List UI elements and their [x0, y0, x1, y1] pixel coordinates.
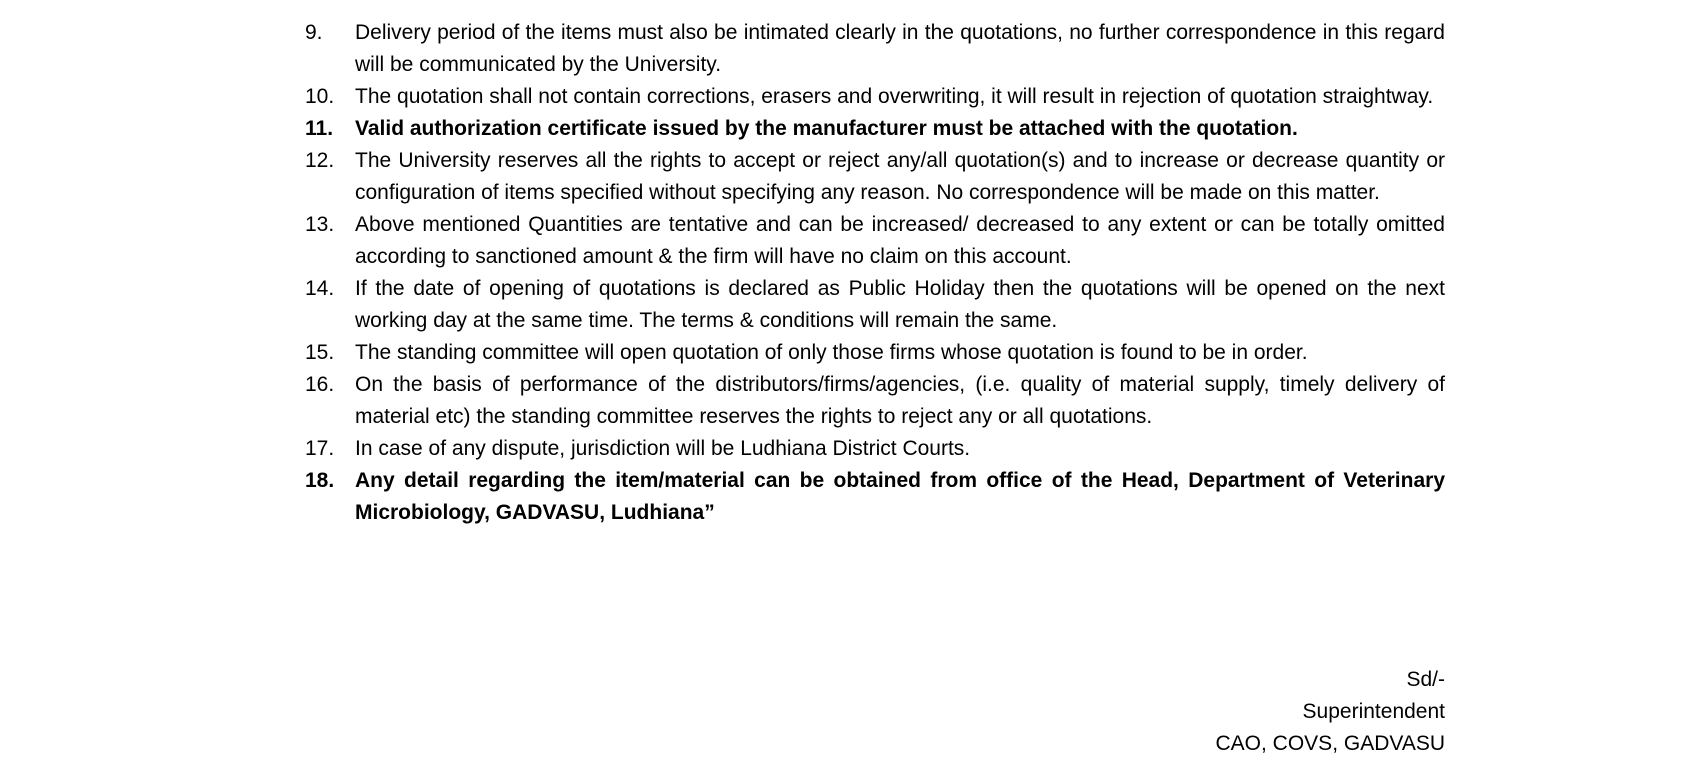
term-item-11 [305, 113, 1445, 145]
term-text: Above mentioned Quantities are tentative and can be increased/ decreased to any extent or can be totally omitted according to sanctioned amount & the firm will have no claim on this account. [355, 213, 1445, 268]
term-text: Valid authorization certificate issued by the manufacturer must be attached with the quotation. [355, 117, 1298, 140]
term-number: 10. [305, 85, 335, 108]
term-text: The standing committee will open quotation of only those firms whose quotation is found to be in order. [355, 341, 1308, 364]
term-text: The quotation shall not contain corrections, erasers and overwriting, it will result in rejection of quotation straightway. [355, 85, 1434, 108]
term-item-14 [305, 273, 1445, 337]
term-text: If the date of opening of quotations is declared as Public Holiday then the quotations will be opened on the next working day at the same time. The terms & conditions will remain the same. [355, 277, 1445, 332]
signature-sd: Sd/- [1406, 668, 1445, 691]
term-text: Delivery period of the items must also be intimated clearly in the quotations, no further correspondence in this regard will be communicated by the University. [355, 21, 1445, 76]
term-item-17 [305, 433, 1445, 465]
term-item-15 [305, 337, 1445, 369]
term-number: 17. [305, 437, 335, 460]
term-number: 9. [305, 21, 323, 44]
term-number: 14. [305, 277, 335, 300]
term-item-13 [305, 209, 1445, 273]
term-item-18 [305, 465, 1445, 529]
term-text: On the basis of performance of the distributors/firms/agencies, (i.e. quality of material supply, timely delivery of material etc) the standing committee reserves the rights to reject any or all quotations. [355, 373, 1445, 428]
term-item-12 [305, 145, 1445, 209]
term-text: The University reserves all the rights to accept or reject any/all quotation(s) and to increase or decrease quantity or configuration of items specified without specifying any reason. No correspondence will be made on this matter. [355, 149, 1445, 204]
term-text: In case of any dispute, jurisdiction will be Ludhiana District Courts. [355, 437, 971, 460]
term-item-16 [305, 369, 1445, 433]
term-number: 16. [305, 373, 335, 396]
term-text: Any detail regarding the item/material can be obtained from office of the Head, Department of Veterinary Microbiology, GADVASU, Ludhiana” [355, 469, 1445, 524]
term-number: 11. [305, 117, 334, 140]
term-number: 13. [305, 213, 335, 236]
signature-block [1216, 664, 1446, 760]
signature-designation: Superintendent [1302, 700, 1445, 723]
terms-and-conditions-list [305, 17, 1445, 529]
term-item-9 [305, 17, 1445, 81]
term-number: 15. [305, 341, 335, 364]
term-number: 12. [305, 149, 335, 172]
term-number: 18. [305, 469, 335, 492]
term-item-10 [305, 81, 1445, 113]
signature-office: CAO, COVS, GADVASU [1215, 732, 1445, 755]
